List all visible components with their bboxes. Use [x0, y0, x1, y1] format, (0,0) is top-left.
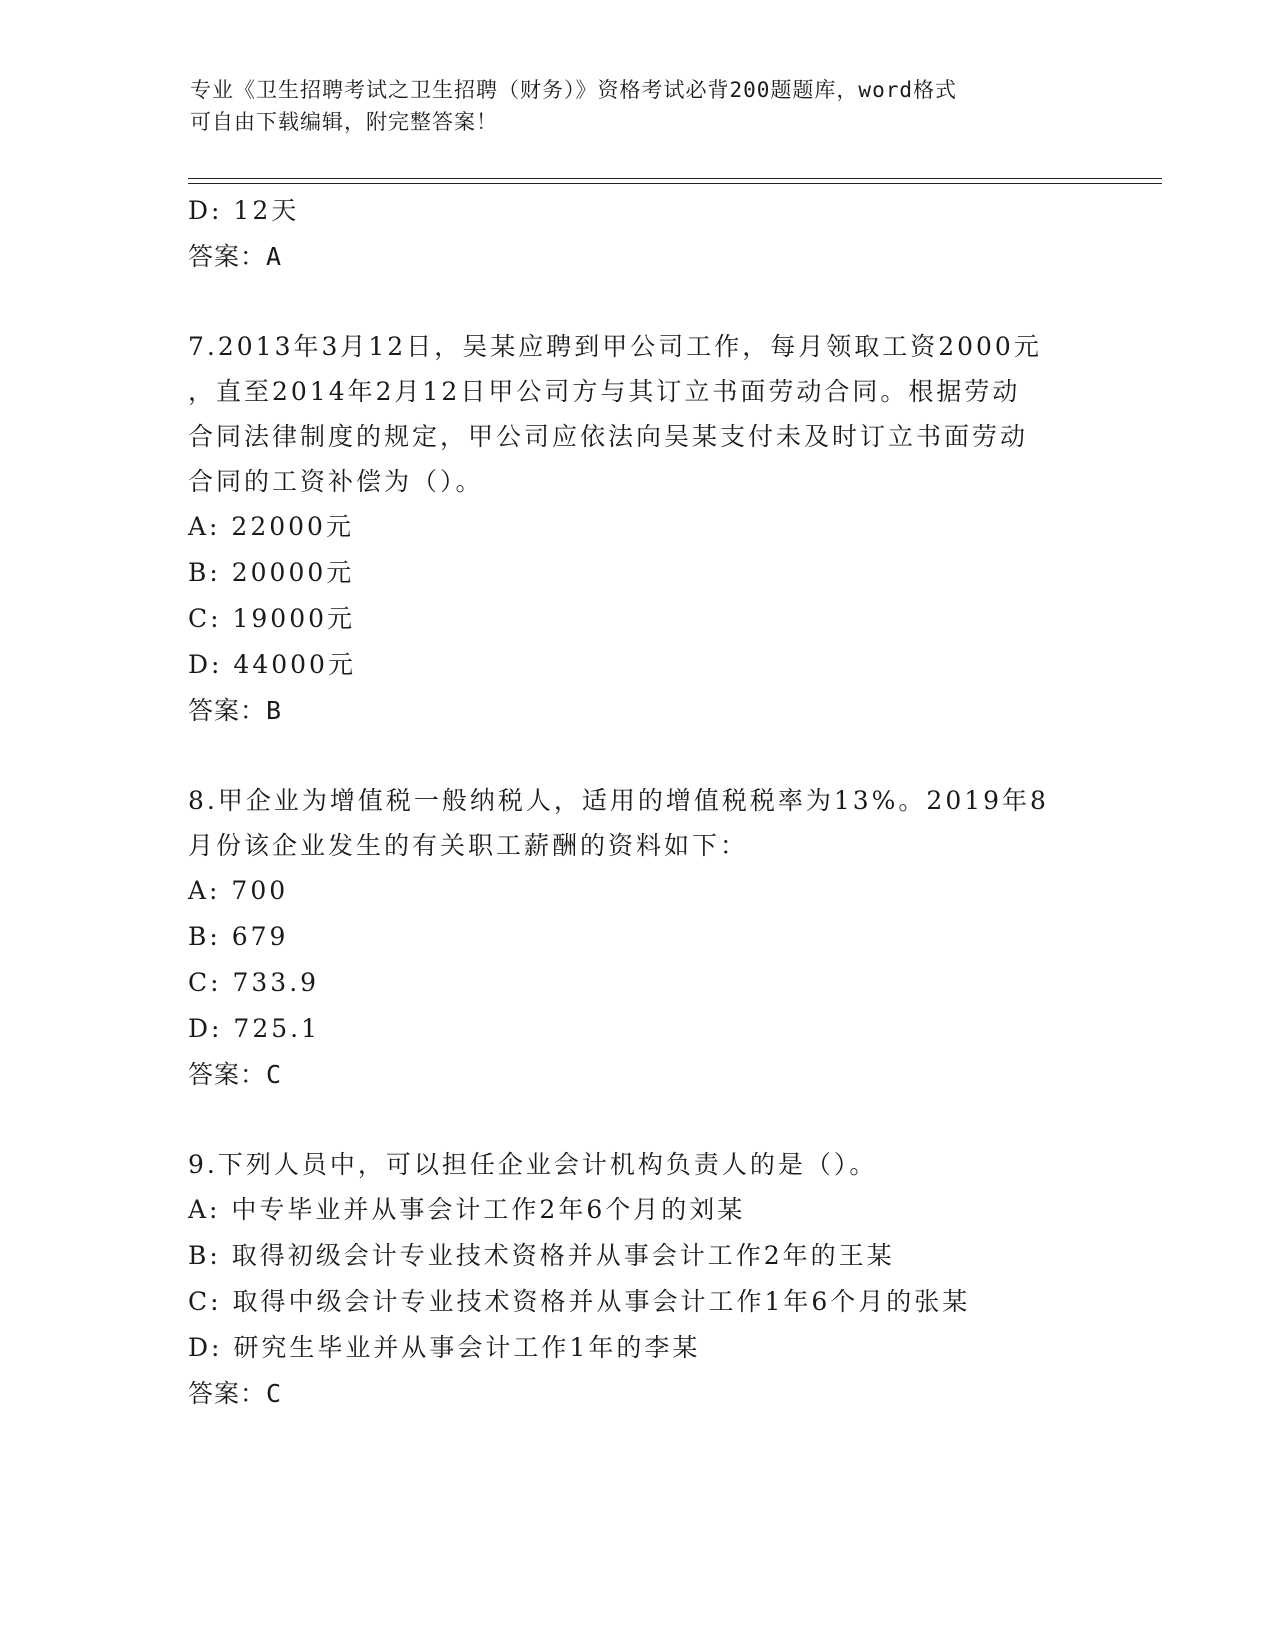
option-b: B: 679: [188, 922, 289, 951]
header-title-line-1: 专业《卫生招聘考试之卫生招聘（财务）》资格考试必背200题题库，word格式: [190, 78, 957, 102]
stem-line: 7.2013年3月12日，吴某应聘到甲公司工作，每月领取工资2000元: [188, 332, 1042, 361]
document-header: [190, 74, 1070, 138]
answer-line: 答案：C: [188, 1379, 283, 1408]
option-d: D: 12天: [188, 196, 300, 225]
option-a: A: 22000元: [188, 512, 354, 541]
stem-line: 8.甲企业为增值税一般纳税人，适用的增值税税率为13%。2019年8: [188, 786, 1049, 815]
stem-line: 月份该企业发生的有关职工薪酬的资料如下：: [188, 831, 749, 860]
option-a: A: 中专毕业并从事会计工作2年6个月的刘某: [188, 1195, 746, 1224]
document-body: [188, 188, 1088, 1417]
stem-line: 9.下列人员中，可以担任企业会计机构负责人的是（）。: [188, 1150, 878, 1179]
option-d: D: 研究生毕业并从事会计工作1年的李某: [188, 1333, 701, 1362]
option-a: A: 700: [188, 876, 289, 905]
question-stem: [188, 1142, 1088, 1187]
header-title-line-2: 可自由下载编辑，附完整答案！: [190, 110, 498, 134]
option-d: D: 44000元: [188, 650, 356, 679]
option-d: D: 725.1: [188, 1014, 320, 1043]
header-rule-bottom: [188, 183, 1162, 184]
question-stem: [188, 778, 1088, 868]
answer-line: 答案：B: [188, 696, 283, 725]
option-c: C: 取得中级会计专业技术资格并从事会计工作1年6个月的张某: [188, 1287, 971, 1316]
stem-line: ，直至2014年2月12日甲公司方与其订立书面劳动合同。根据劳动: [188, 377, 1021, 406]
stem-line: 合同的工资补偿为（）。: [188, 467, 484, 496]
option-c: C: 733.9: [188, 968, 320, 997]
option-b: B: 取得初级会计专业技术资格并从事会计工作2年的王某: [188, 1241, 895, 1270]
question-8: [188, 778, 1088, 1098]
question-7: [188, 324, 1088, 734]
option-b: B: 20000元: [188, 558, 355, 587]
option-c: C: 19000元: [188, 604, 356, 633]
answer-line: 答案：C: [188, 1060, 283, 1089]
header-rule-top: [188, 178, 1162, 179]
stem-line: 合同法律制度的规定，甲公司应依法向吴某支付未及时订立书面劳动: [188, 422, 1029, 451]
question-stem: [188, 324, 1088, 504]
answer-line: 答案：A: [188, 242, 283, 271]
question-9: [188, 1142, 1088, 1417]
